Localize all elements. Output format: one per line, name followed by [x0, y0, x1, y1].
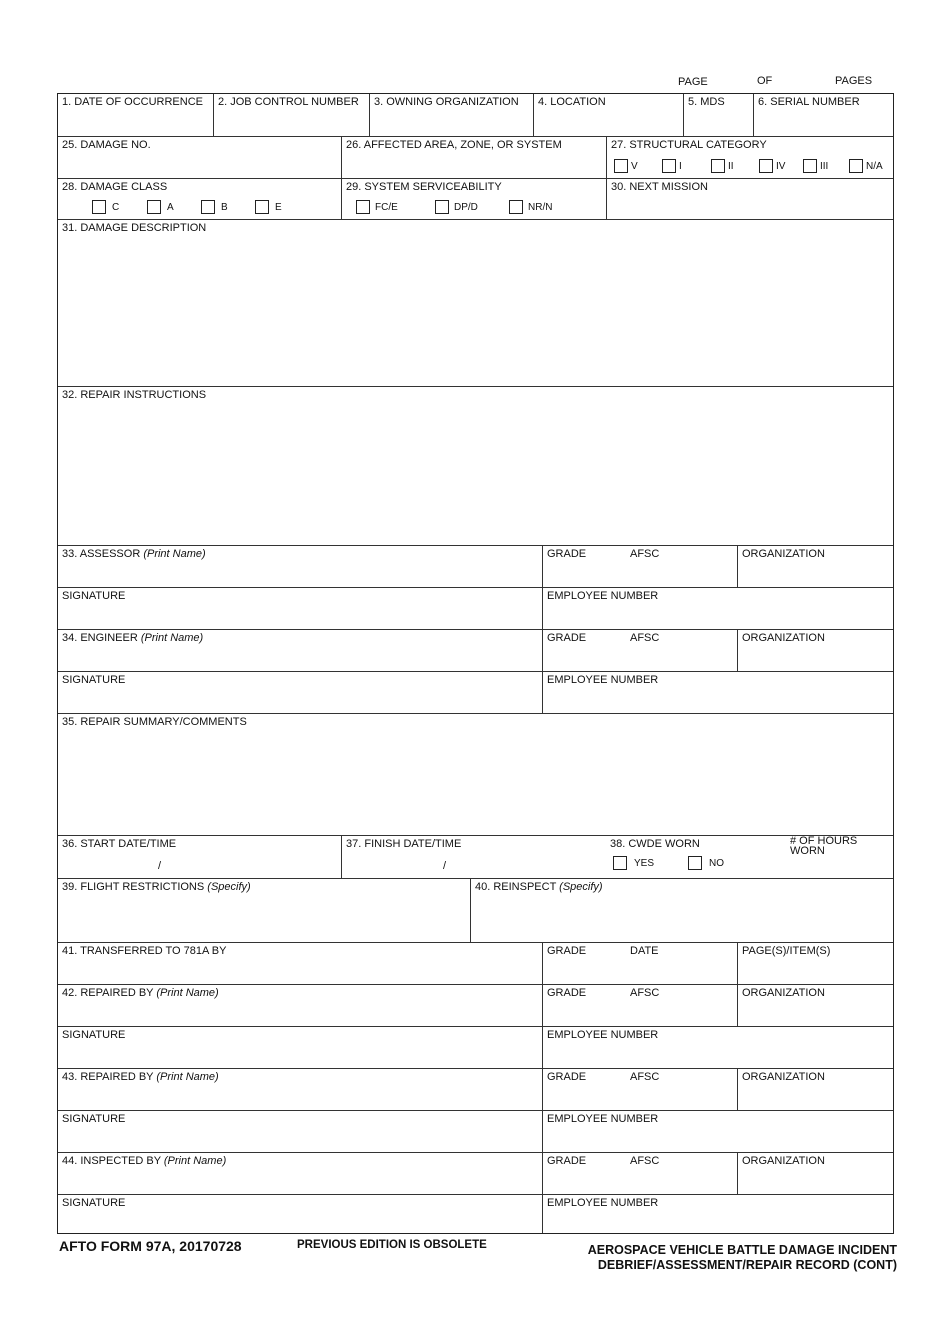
assessor-label: 33. ASSESSOR (Print Name) [62, 548, 206, 560]
grade-label: GRADE [547, 1155, 587, 1167]
assessor-signature-row [58, 587, 893, 630]
class-a-label: A [167, 202, 174, 213]
signature-label: SIGNATURE [62, 1113, 126, 1125]
class-e-checkbox[interactable] [255, 200, 269, 214]
serial-number-field[interactable] [753, 94, 893, 136]
organization-label: ORGANIZATION [742, 987, 825, 999]
repaired-by-1-afsc-field[interactable] [626, 985, 737, 1027]
inspected-by-grade-field[interactable] [542, 1153, 626, 1195]
repaired-by-1-name-field[interactable] [58, 985, 542, 1027]
dpd-label: DP/D [454, 202, 478, 213]
hours-worn-label: # OF HOURS WORN [790, 835, 858, 857]
structural-category-label: 27. STRUCTURAL CATEGORY [611, 139, 767, 151]
category-i-label: I [679, 161, 682, 172]
assessor-afsc-field[interactable] [626, 546, 737, 588]
restrictions-row [58, 878, 893, 943]
category-iv-checkbox[interactable] [759, 159, 773, 173]
category-i-checkbox[interactable] [662, 159, 676, 173]
afsc-label: AFSC [630, 1071, 660, 1083]
repaired-by-2-row [58, 1068, 893, 1111]
pages-items-label: PAGE(S)/ITEM(S) [742, 945, 831, 957]
row-identification [58, 94, 893, 136]
form-id: AFTO FORM 97A, 20170728 [59, 1238, 242, 1254]
inspected-by-signature-row [58, 1194, 893, 1233]
category-v-checkbox[interactable] [614, 159, 628, 173]
owning-organization-label: 3. OWNING ORGANIZATION [374, 96, 519, 108]
engineer-organization-field[interactable] [737, 630, 893, 672]
row-damage-area [58, 136, 893, 179]
system-serviceability-label: 29. SYSTEM SERVICEABILITY [346, 181, 502, 193]
cwde-no-checkbox[interactable] [688, 856, 702, 870]
class-b-label: B [221, 202, 228, 213]
engineer-row [58, 629, 893, 672]
organization-label: ORGANIZATION [742, 1155, 825, 1167]
damage-class-label: 28. DAMAGE CLASS [62, 181, 168, 193]
class-a-checkbox[interactable] [147, 200, 161, 214]
class-b-checkbox[interactable] [201, 200, 215, 214]
repair-instructions-label: 32. REPAIR INSTRUCTIONS [62, 389, 207, 401]
next-mission-field[interactable] [606, 179, 893, 220]
signature-label: SIGNATURE [62, 590, 126, 602]
assessor-name-field[interactable] [58, 546, 542, 588]
affected-area-field[interactable] [341, 137, 606, 179]
repaired-by-2-signature-field[interactable] [58, 1111, 542, 1153]
organization-label: ORGANIZATION [742, 548, 825, 560]
signature-label: SIGNATURE [62, 1197, 126, 1209]
repaired-by-1-organization-field[interactable] [737, 985, 893, 1027]
organization-label: ORGANIZATION [742, 1071, 825, 1083]
class-e-label: E [275, 202, 282, 213]
damage-no-label: 25. DAMAGE NO. [62, 139, 151, 151]
engineer-signature-row [58, 671, 893, 714]
reinspect-field[interactable] [470, 879, 893, 943]
afsc-label: AFSC [630, 987, 660, 999]
repaired-by-2-signature-row [58, 1110, 893, 1153]
page-label: PAGE [678, 76, 708, 88]
assessor-grade-field[interactable] [542, 546, 626, 588]
location-label: 4. LOCATION [538, 96, 606, 108]
employee-number-label: EMPLOYEE NUMBER [547, 1113, 659, 1125]
engineer-signature-field[interactable] [58, 672, 542, 714]
assessor-organization-field[interactable] [737, 546, 893, 588]
transferred-by-label: 41. TRANSFERRED TO 781A BY [62, 945, 227, 957]
repaired-by-1-label: 42. REPAIRED BY (Print Name) [62, 987, 219, 999]
row-damage-class [58, 178, 893, 220]
repaired-by-1-employee-number-field[interactable] [542, 1027, 893, 1069]
start-datetime-separator: / [158, 860, 162, 872]
repair-summary-label: 35. REPAIR SUMMARY/COMMENTS [62, 716, 247, 728]
system-serviceability-group [341, 179, 606, 220]
repaired-by-2-name-field[interactable] [58, 1069, 542, 1111]
engineer-afsc-field[interactable] [626, 630, 737, 672]
finish-datetime-label: 37. FINISH DATE/TIME [346, 838, 462, 850]
date-label: DATE [630, 945, 659, 957]
repaired-by-1-grade-field[interactable] [542, 985, 626, 1027]
finish-datetime-field[interactable] [341, 836, 606, 879]
affected-area-label: 26. AFFECTED AREA, ZONE, OR SYSTEM [346, 139, 562, 151]
damage-description-field[interactable] [58, 219, 893, 387]
start-datetime-label: 36. START DATE/TIME [62, 838, 177, 850]
repaired-by-2-organization-field[interactable] [737, 1069, 893, 1111]
repaired-by-2-employee-number-field[interactable] [542, 1111, 893, 1153]
afsc-label: AFSC [630, 632, 660, 644]
inspected-by-afsc-field[interactable] [626, 1153, 737, 1195]
repair-summary-field[interactable] [58, 713, 893, 836]
inspected-by-label: 44. INSPECTED BY (Print Name) [62, 1155, 227, 1167]
owning-organization-field[interactable] [369, 94, 533, 136]
engineer-label: 34. ENGINEER (Print Name) [62, 632, 204, 644]
engineer-employee-number-field[interactable] [542, 672, 893, 714]
cwde-worn-label: 38. CWDE WORN [610, 838, 700, 850]
employee-number-label: EMPLOYEE NUMBER [547, 1197, 659, 1209]
category-ii-label: II [728, 161, 734, 172]
dpd-checkbox[interactable] [435, 200, 449, 214]
nrn-checkbox[interactable] [509, 200, 523, 214]
class-c-checkbox[interactable] [92, 200, 106, 214]
transferred-grade-field[interactable] [542, 943, 626, 985]
assessor-row [58, 545, 893, 588]
engineer-grade-field[interactable] [542, 630, 626, 672]
inspected-by-employee-number-field[interactable] [542, 1195, 893, 1233]
date-of-occurrence-label: 1. DATE OF OCCURRENCE [62, 96, 203, 108]
organization-label: ORGANIZATION [742, 632, 825, 644]
serial-number-label: 6. SERIAL NUMBER [758, 96, 860, 108]
mds-label: 5. MDS [688, 96, 725, 108]
fce-checkbox[interactable] [356, 200, 370, 214]
pages-items-field[interactable] [737, 943, 893, 985]
signature-label: SIGNATURE [62, 674, 126, 686]
pages-label: PAGES [835, 75, 873, 87]
repaired-by-1-signature-field[interactable] [58, 1027, 542, 1069]
employee-number-label: EMPLOYEE NUMBER [547, 674, 659, 686]
inspected-by-organization-field[interactable] [737, 1153, 893, 1195]
next-mission-label: 30. NEXT MISSION [611, 181, 708, 193]
location-field[interactable] [533, 94, 683, 136]
repaired-by-2-grade-field[interactable] [542, 1069, 626, 1111]
grade-label: GRADE [547, 1071, 587, 1083]
damage-no-field[interactable] [58, 137, 341, 179]
damage-class-group [58, 179, 341, 220]
category-iv-label: IV [776, 161, 786, 172]
flight-restrictions-field[interactable] [58, 879, 470, 943]
employee-number-label: EMPLOYEE NUMBER [547, 1029, 659, 1041]
category-iii-checkbox[interactable] [803, 159, 817, 173]
damage-description-label: 31. DAMAGE DESCRIPTION [62, 222, 207, 234]
form-title-line-1: AEROSPACE VEHICLE BATTLE DAMAGE INCIDENT [587, 1243, 897, 1257]
form-title [588, 1243, 897, 1273]
signature-label: SIGNATURE [62, 1029, 126, 1041]
assessor-employee-number-field[interactable] [542, 588, 893, 630]
mds-field[interactable] [683, 94, 753, 136]
repaired-by-1-row [58, 984, 893, 1027]
damage-record-form [57, 93, 894, 1234]
nrn-label: NR/N [528, 202, 553, 213]
cwde-yes-label: YES [634, 858, 655, 869]
of-label: OF [757, 75, 773, 87]
grade-label: GRADE [547, 987, 587, 999]
repaired-by-1-signature-row [58, 1026, 893, 1069]
repair-instructions-field[interactable] [58, 386, 893, 546]
grade-label: GRADE [547, 632, 587, 644]
engineer-name-field[interactable] [58, 630, 542, 672]
form-title-line-2: DEBRIEF/ASSESSMENT/REPAIR RECORD (CONT) [597, 1258, 897, 1272]
afsc-label: AFSC [630, 1155, 660, 1167]
cwde-worn-group [606, 836, 893, 879]
date-of-occurrence-field[interactable] [58, 94, 213, 136]
category-ii-checkbox[interactable] [711, 159, 725, 173]
inspected-by-signature-field[interactable] [58, 1195, 542, 1233]
job-control-number-field[interactable] [213, 94, 369, 136]
fce-label: FC/E [375, 202, 398, 213]
reinspect-label: 40. REINSPECT (Specify) [475, 881, 603, 893]
start-datetime-field[interactable] [58, 836, 341, 879]
assessor-signature-field[interactable] [58, 588, 542, 630]
class-c-label: C [112, 202, 120, 213]
structural-category-group [606, 137, 893, 179]
inspected-by-name-field[interactable] [58, 1153, 542, 1195]
obsolete-notice: PREVIOUS EDITION IS OBSOLETE [297, 1239, 487, 1251]
category-na-label: N/A [866, 161, 883, 172]
finish-datetime-separator: / [443, 860, 447, 872]
transferred-by-field[interactable] [58, 943, 542, 985]
transferred-row [58, 942, 893, 985]
cwde-no-label: NO [709, 858, 724, 869]
category-na-checkbox[interactable] [849, 159, 863, 173]
category-v-label: V [631, 161, 638, 172]
dates-cwde-row [58, 835, 893, 879]
flight-restrictions-label: 39. FLIGHT RESTRICTIONS (Specify) [62, 881, 251, 893]
transferred-date-field[interactable] [626, 943, 737, 985]
cwde-yes-checkbox[interactable] [613, 856, 627, 870]
grade-label: GRADE [547, 548, 587, 560]
repaired-by-2-afsc-field[interactable] [626, 1069, 737, 1111]
inspected-by-row [58, 1152, 893, 1195]
job-control-number-label: 2. JOB CONTROL NUMBER [218, 96, 359, 108]
afsc-label: AFSC [630, 548, 660, 560]
category-iii-label: III [820, 161, 829, 172]
grade-label: GRADE [547, 945, 587, 957]
employee-number-label: EMPLOYEE NUMBER [547, 590, 659, 602]
repaired-by-2-label: 43. REPAIRED BY (Print Name) [62, 1071, 219, 1083]
